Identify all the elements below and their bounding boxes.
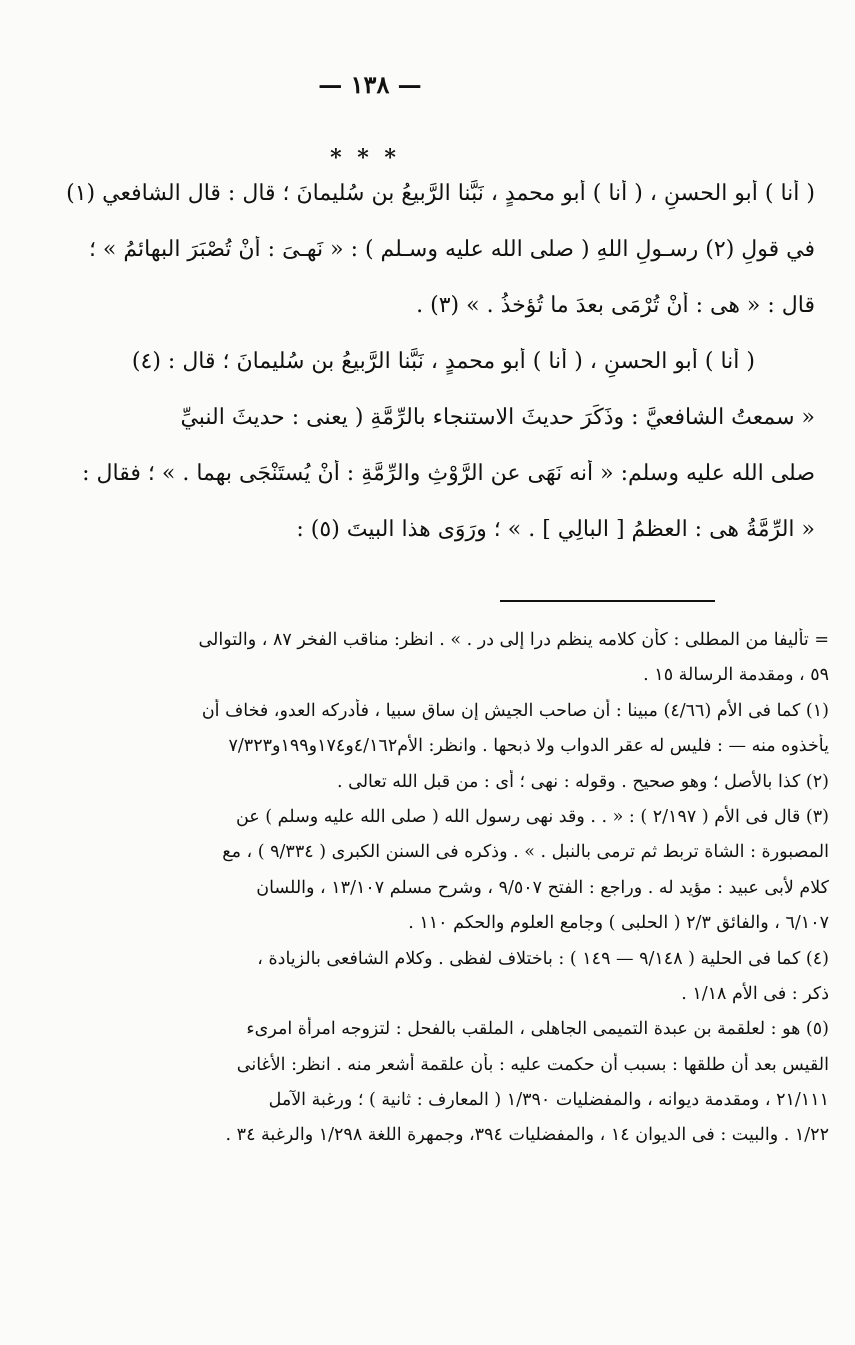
page-number: — ١٣٨ — xyxy=(318,70,422,99)
main-text-line: قال : « هى : أنْ تُرْمَى بعدَ ما تُؤخذُ . » (٣) . xyxy=(416,293,815,318)
footnote-divider xyxy=(500,600,715,602)
footnote-line: = تأليفا من المطلى : كأن كلامه ينظم درا إلى در . » . انظر: مناقب الفخر ٨٧ ، والتوالى xyxy=(198,630,829,650)
main-text-line: ( أنا ) أبو الحسنِ ، ( أنا ) أبو محمدٍ ، نَبَّنا الرَّبيعُ بن سُليمانَ ؛ قال : قال الشافعي (١) xyxy=(66,181,815,206)
footnote-line: كلام لأبى عبيد : مؤيد له . وراجع : الفتح ٩/٥٠٧ ، وشرح مسلم ١٣/١٠٧ ، واللسان xyxy=(256,877,829,898)
main-text-line: في قولِ (٢) رسـولِ اللهِ ( صلى الله عليه وسـلم ) : « نَهـىَ : أنْ تُصْبَرَ البهائمُ » ؛ xyxy=(88,237,815,262)
main-text-line: « سمعتُ الشافعيَّ : وذَكَرَ حديثَ الاستنجاء بالرِّمَّةِ ( يعنى : حديثَ النبيِّ xyxy=(180,405,815,430)
footnote-line: يأخذوه منه — : فليس له عقر الدواب ولا ذبحها . وانظر: الأم٤/١٦٢و١٧٤و١٩٩و٧/٣٢٣ xyxy=(228,736,829,757)
main-text-line: صلى الله عليه وسلم: « أنه نَهَى عن الرَّوْثِ والرِّمَّةِ : أنْ يُستَنْجَى بهما . » ؛ فقال : xyxy=(82,461,815,486)
footnote-line: (٥) هو : لعلقمة بن عبدة التميمى الجاهلى ، الملقب بالفحل : لتزوجه امرأة امرىء xyxy=(246,1019,829,1040)
footnote-line: (٢) كذا بالأصل ؛ وهو صحيح . وقوله : نهى ؛ أى : من قبل الله تعالى . xyxy=(337,771,829,792)
footnote-line: ٢١/١١١ ، ومقدمة ديوانه ، والمفضليات ١/٣٩٠ ( المعارف : ثانية ) ؛ ورغبة الآمل xyxy=(268,1090,829,1111)
footnotes-block xyxy=(14,628,829,1159)
main-text-line: ( أنا ) أبو الحسنِ ، ( أنا ) أبو محمدٍ ، نَبَّنا الرَّبيعُ بن سُليمانَ ؛ قال : (٤) xyxy=(131,349,755,374)
footnote-line: القيس بعد أن طلقها : بسبب أن حكمت عليه : بأن علقمة أشعر منه . انظر: الأغانى xyxy=(236,1054,829,1075)
footnote-line: (٣) قال فى الأم ( ٢/١٩٧ ) : « . . وقد نهى رسول الله ( صلى الله عليه وسلم ) عن xyxy=(235,806,829,827)
footnote-line: ذكر : فى الأم ١/١٨ . xyxy=(681,983,829,1004)
footnote-line: المصبورة : الشاة تربط ثم ترمى بالنبل . » . وذكره فى السنن الكبرى ( ٩/٣٣٤ ) ، مع xyxy=(222,842,829,863)
footnote-line: (٤) كما فى الحلية ( ٩/١٤٨ — ١٤٩ ) : باختلاف لفظى . وكلام الشافعى بالزيادة ، xyxy=(257,948,829,969)
main-text-block xyxy=(20,180,815,572)
footnote-line: ٥٩ ، ومقدمة الرسالة ١٥ . xyxy=(643,665,829,686)
main-text-line: « الرِّمَّةُ هى : العظمُ [ البالِي ] . » ؛ ورَوَى هذا البيتَ (٥) : xyxy=(296,517,815,542)
section-separator: * * * xyxy=(330,145,400,171)
footnote-line: (١) كما فى الأم (٤/٦٦) مبينا : أن صاحب الجيش إن ساق سبيا ، فأدركه العدو، فخاف أن xyxy=(201,700,829,721)
footnote-line: ٦/١٠٧ ، والفائق ٢/٣ ( الحلبى ) وجامع العلوم والحكم ١١٠ . xyxy=(408,913,829,934)
footnote-line: ١/٢٢ . والبيت : فى الديوان ١٤ ، والمفضليات ٣٩٤، وجمهرة اللغة ١/٢٩٨ والرغبة ٣٤ . xyxy=(225,1125,829,1146)
